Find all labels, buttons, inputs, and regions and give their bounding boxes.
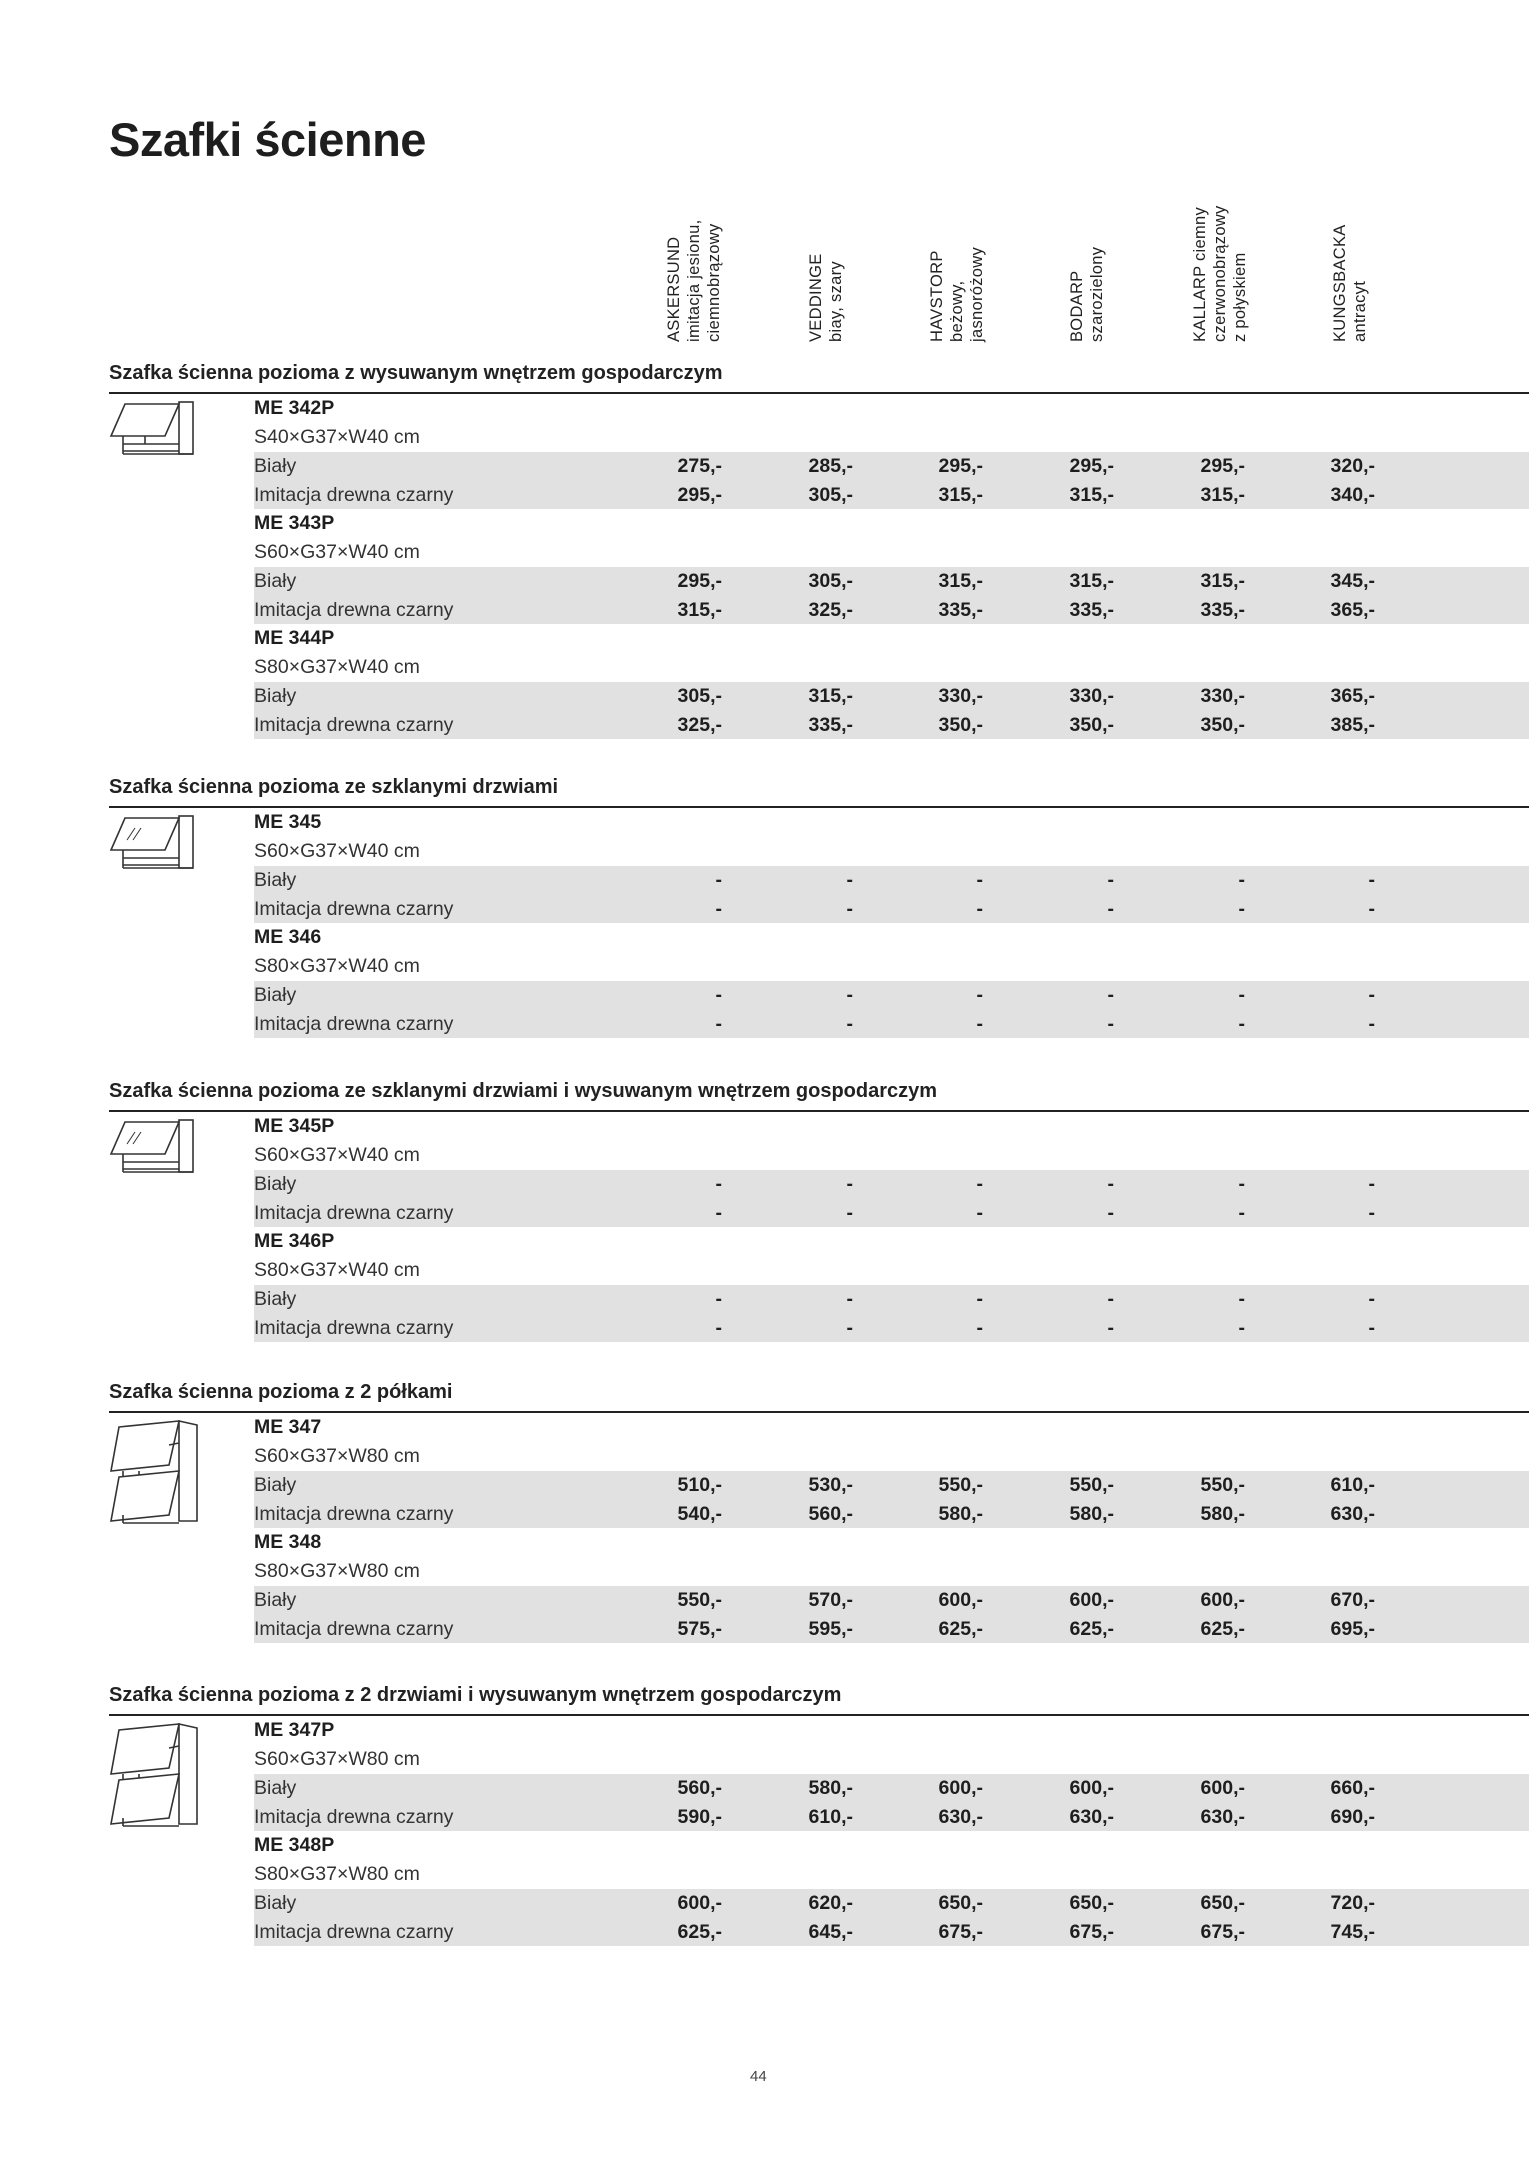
price-cell: 320,- xyxy=(1330,455,1375,477)
price-cell: - xyxy=(715,1288,722,1310)
price-cell: 335,- xyxy=(938,598,983,621)
section xyxy=(109,1680,1529,1946)
price-cell: 745,- xyxy=(1330,1920,1375,1943)
price-cell: 550,- xyxy=(1069,1474,1114,1496)
price-cell: 675,- xyxy=(938,1920,983,1943)
price-cell: 650,- xyxy=(1200,1892,1245,1914)
price-cell: 295,- xyxy=(938,455,983,477)
price-cell: - xyxy=(1368,1173,1375,1195)
table-row xyxy=(254,1500,1529,1529)
finish-label: Biały xyxy=(254,570,297,592)
price-cell: 335,- xyxy=(1069,598,1114,621)
price-cell: 275,- xyxy=(677,455,722,477)
product-dimensions: S40×G37×W40 cm xyxy=(254,426,420,448)
price-cell: - xyxy=(846,897,853,920)
price-cell: 625,- xyxy=(1200,1617,1245,1640)
table-row xyxy=(254,1803,1529,1832)
column-header xyxy=(927,170,987,342)
finish-label: Imitacja drewna czarny xyxy=(254,483,454,506)
price-cell: 630,- xyxy=(938,1805,983,1828)
table-row xyxy=(254,1586,1529,1615)
price-cell: 720,- xyxy=(1330,1892,1375,1914)
price-cell: - xyxy=(1107,1012,1114,1035)
product-dimensions: S60×G37×W80 cm xyxy=(254,1748,420,1770)
product-code: ME 344P xyxy=(254,627,335,649)
table-row xyxy=(254,1285,1529,1314)
column-header-line: HAVSTORP xyxy=(928,250,946,342)
column-header xyxy=(1067,170,1127,342)
price-cell: - xyxy=(976,1316,983,1339)
price-cell: 630,- xyxy=(1069,1805,1114,1828)
price-cell: 575,- xyxy=(677,1617,722,1640)
price-cell: 650,- xyxy=(938,1892,983,1914)
price-cell: 305,- xyxy=(808,483,853,506)
wall-cabinet-lift-up-icon xyxy=(109,400,209,480)
price-cell: 600,- xyxy=(1200,1589,1245,1611)
price-cell: - xyxy=(1368,1012,1375,1035)
finish-label: Biały xyxy=(254,869,297,891)
price-cell: 580,- xyxy=(1200,1502,1245,1525)
product xyxy=(254,509,1529,624)
price-cell: 670,- xyxy=(1330,1589,1375,1611)
column-header-line: antracyt xyxy=(1351,280,1369,342)
column-header xyxy=(1190,170,1250,342)
price-cell: 315,- xyxy=(938,570,983,592)
price-cell: 560,- xyxy=(677,1777,722,1799)
price-cell: 650,- xyxy=(1069,1892,1114,1914)
section-title: Szafka ścienna pozioma z 2 półkami xyxy=(109,1381,453,1403)
price-cell: - xyxy=(846,1012,853,1035)
price-cell: 580,- xyxy=(808,1777,853,1799)
product xyxy=(254,808,1529,923)
price-cell: - xyxy=(715,869,722,891)
finish-label: Imitacja drewna czarny xyxy=(254,1201,454,1224)
price-cell: 630,- xyxy=(1200,1805,1245,1828)
finish-label: Imitacja drewna czarny xyxy=(254,897,454,920)
column-header-line: biay, szary xyxy=(827,261,845,342)
column-header-line: ASKERSUND xyxy=(665,236,683,342)
column-header xyxy=(806,170,866,342)
price-cell: 580,- xyxy=(938,1502,983,1525)
finish-label: Biały xyxy=(254,1474,297,1496)
price-cell: 305,- xyxy=(808,570,853,592)
price-cell: - xyxy=(1368,1316,1375,1339)
price-cell: - xyxy=(1368,897,1375,920)
product-dimensions: S60×G37×W80 cm xyxy=(254,1445,420,1467)
product xyxy=(254,1112,1529,1227)
price-cell: 595,- xyxy=(808,1617,853,1640)
price-cell: - xyxy=(846,1316,853,1339)
finish-label: Imitacja drewna czarny xyxy=(254,1920,454,1943)
product-code: ME 342P xyxy=(254,397,335,419)
column-header-line: ciemnobrązowy xyxy=(705,223,723,342)
finish-label: Imitacja drewna czarny xyxy=(254,1617,454,1640)
table-row xyxy=(254,1774,1529,1803)
product-code: ME 345P xyxy=(254,1115,335,1137)
price-cell: 550,- xyxy=(1200,1474,1245,1496)
price-cell: 295,- xyxy=(1069,455,1114,477)
price-cell: - xyxy=(1238,1201,1245,1224)
price-cell: - xyxy=(846,984,853,1006)
price-cell: 315,- xyxy=(808,685,853,707)
price-cell: - xyxy=(1368,869,1375,891)
column-header xyxy=(1330,170,1390,342)
price-cell: 350,- xyxy=(938,713,983,736)
price-cell: 295,- xyxy=(1200,455,1245,477)
product-dimensions: S60×G37×W40 cm xyxy=(254,541,420,563)
price-cell: 550,- xyxy=(938,1474,983,1496)
price-cell: - xyxy=(1107,1316,1114,1339)
finish-label: Biały xyxy=(254,1589,297,1611)
price-cell: - xyxy=(1107,1173,1114,1195)
table-row xyxy=(254,481,1529,510)
table-row xyxy=(254,1199,1529,1228)
product xyxy=(254,1831,1529,1946)
column-header-line: KUNGSBACKA xyxy=(1331,224,1349,342)
price-cell: - xyxy=(1238,1012,1245,1035)
price-cell: - xyxy=(976,869,983,891)
table-row xyxy=(254,1314,1529,1343)
table-row xyxy=(254,567,1529,596)
column-header-line: szarozielony xyxy=(1088,246,1106,342)
price-cell: 330,- xyxy=(938,685,983,707)
price-cell: 315,- xyxy=(1200,570,1245,592)
price-cell: 625,- xyxy=(938,1617,983,1640)
page-number: 44 xyxy=(750,2068,767,2085)
section-title: Szafka ścienna pozioma z wysuwanym wnętrzem gospodarczym xyxy=(109,362,723,384)
price-cell: 550,- xyxy=(677,1589,722,1611)
price-cell: 295,- xyxy=(677,483,722,506)
table-row xyxy=(254,452,1529,481)
price-cell: 530,- xyxy=(808,1474,853,1496)
price-cell: 335,- xyxy=(1200,598,1245,621)
table-row xyxy=(254,682,1529,711)
table-row xyxy=(254,981,1529,1010)
section xyxy=(109,1076,1529,1342)
finish-label: Biały xyxy=(254,685,297,707)
price-cell: 560,- xyxy=(808,1502,853,1525)
price-cell: - xyxy=(1107,984,1114,1006)
price-cell: - xyxy=(846,1201,853,1224)
column-header-line: jasnoróżowy xyxy=(968,246,986,342)
product xyxy=(254,394,1529,509)
price-cell: - xyxy=(1238,897,1245,920)
price-cell: 570,- xyxy=(808,1589,853,1611)
column-header-line: czerwonobrązowy xyxy=(1211,205,1229,342)
wall-cabinet-glass-door-icon xyxy=(109,814,209,894)
section xyxy=(109,772,1529,1038)
price-cell: 315,- xyxy=(1069,570,1114,592)
price-cell: 625,- xyxy=(677,1920,722,1943)
price-cell: - xyxy=(1238,1316,1245,1339)
price-cell: 600,- xyxy=(1200,1777,1245,1799)
column-header xyxy=(664,170,724,342)
price-cell: 285,- xyxy=(808,455,853,477)
price-cell: - xyxy=(846,869,853,891)
price-cell: 330,- xyxy=(1069,685,1114,707)
product xyxy=(254,1413,1529,1528)
price-cell: 675,- xyxy=(1069,1920,1114,1943)
price-cell: 630,- xyxy=(1330,1502,1375,1525)
product-dimensions: S80×G37×W40 cm xyxy=(254,656,420,678)
finish-label: Biały xyxy=(254,1288,297,1310)
price-cell: - xyxy=(1238,1173,1245,1195)
table-row xyxy=(254,866,1529,895)
price-cell: - xyxy=(715,1316,722,1339)
price-cell: 315,- xyxy=(1069,483,1114,506)
section-title: Szafka ścienna pozioma ze szklanymi drzwiami xyxy=(109,776,559,798)
price-cell: 600,- xyxy=(938,1589,983,1611)
price-cell: - xyxy=(976,1201,983,1224)
product-code: ME 346 xyxy=(254,926,322,948)
table-row xyxy=(254,1170,1529,1199)
product-code: ME 345 xyxy=(254,811,322,833)
page-title: Szafki ścienne xyxy=(109,113,426,166)
price-cell: 610,- xyxy=(1330,1474,1375,1496)
column-header-line: KALLARP ciemny xyxy=(1191,206,1209,342)
finish-label: Imitacja drewna czarny xyxy=(254,1502,454,1525)
price-cell: 345,- xyxy=(1330,570,1375,592)
finish-label: Biały xyxy=(254,1173,297,1195)
price-cell: - xyxy=(1368,1288,1375,1310)
price-cell: 315,- xyxy=(938,483,983,506)
finish-label: Imitacja drewna czarny xyxy=(254,1316,454,1339)
table-row xyxy=(254,1615,1529,1644)
price-cell: - xyxy=(715,1012,722,1035)
price-cell: - xyxy=(1107,1288,1114,1310)
wall-cabinet-glass-door-icon xyxy=(109,1118,209,1198)
wall-cabinet-two-doors-icon xyxy=(109,1722,209,1802)
product-code: ME 347P xyxy=(254,1719,335,1741)
price-cell: 325,- xyxy=(808,598,853,621)
price-cell: - xyxy=(715,897,722,920)
price-cell: 600,- xyxy=(938,1777,983,1799)
product xyxy=(254,1716,1529,1831)
price-cell: - xyxy=(715,984,722,1006)
table-row xyxy=(254,596,1529,625)
table-row xyxy=(254,1889,1529,1918)
price-cell: - xyxy=(1107,897,1114,920)
finish-label: Imitacja drewna czarny xyxy=(254,1805,454,1828)
product xyxy=(254,1227,1529,1342)
price-cell: 350,- xyxy=(1069,713,1114,736)
product-dimensions: S80×G37×W40 cm xyxy=(254,955,420,977)
price-cell: - xyxy=(1238,1288,1245,1310)
column-header-line: VEDDINGE xyxy=(807,253,825,342)
price-cell: 335,- xyxy=(808,713,853,736)
price-cell: 330,- xyxy=(1200,685,1245,707)
price-cell: 580,- xyxy=(1069,1502,1114,1525)
price-cell: - xyxy=(715,1173,722,1195)
finish-label: Biały xyxy=(254,1777,297,1799)
finish-label: Imitacja drewna czarny xyxy=(254,598,454,621)
price-cell: 385,- xyxy=(1330,713,1375,736)
price-cell: - xyxy=(1107,869,1114,891)
finish-label: Imitacja drewna czarny xyxy=(254,713,454,736)
price-cell: 540,- xyxy=(677,1502,722,1525)
price-cell: 645,- xyxy=(808,1920,853,1943)
price-cell: 600,- xyxy=(1069,1589,1114,1611)
price-cell: 365,- xyxy=(1330,598,1375,621)
section-title: Szafka ścienna pozioma z 2 drzwiami i wysuwanym wnętrzem gospodarczym xyxy=(109,1684,842,1706)
price-cell: - xyxy=(1238,984,1245,1006)
column-header-line: beżowy, xyxy=(948,280,966,342)
product-dimensions: S80×G37×W80 cm xyxy=(254,1560,420,1582)
price-cell: - xyxy=(976,984,983,1006)
product-code: ME 347 xyxy=(254,1416,322,1438)
price-cell: - xyxy=(846,1288,853,1310)
product-dimensions: S60×G37×W40 cm xyxy=(254,840,420,862)
price-cell: 690,- xyxy=(1330,1805,1375,1828)
price-cell: 600,- xyxy=(677,1892,722,1914)
product-code: ME 346P xyxy=(254,1230,335,1252)
column-header-line: imitacja jesionu, xyxy=(685,219,703,342)
section xyxy=(109,358,1529,739)
table-row xyxy=(254,895,1529,924)
price-cell: - xyxy=(976,897,983,920)
section xyxy=(109,1377,1529,1643)
price-cell: 295,- xyxy=(677,570,722,592)
price-cell: 660,- xyxy=(1330,1777,1375,1799)
table-row xyxy=(254,1918,1529,1947)
section-title: Szafka ścienna pozioma ze szklanymi drzwiami i wysuwanym wnętrzem gospodarczym xyxy=(109,1080,938,1102)
finish-label: Biały xyxy=(254,1892,297,1914)
product xyxy=(254,624,1529,739)
price-cell: 315,- xyxy=(1200,483,1245,506)
price-cell: - xyxy=(976,1288,983,1310)
price-cell: 365,- xyxy=(1330,685,1375,707)
price-cell: 610,- xyxy=(808,1805,853,1828)
finish-label: Imitacja drewna czarny xyxy=(254,1012,454,1035)
product-dimensions: S60×G37×W40 cm xyxy=(254,1144,420,1166)
product-code: ME 343P xyxy=(254,512,335,534)
price-cell: 510,- xyxy=(677,1474,722,1496)
product-dimensions: S80×G37×W40 cm xyxy=(254,1259,420,1281)
column-header-line: BODARP xyxy=(1068,270,1086,342)
price-cell: 600,- xyxy=(1069,1777,1114,1799)
price-cell: 340,- xyxy=(1330,483,1375,506)
price-cell: - xyxy=(976,1012,983,1035)
price-cell: 625,- xyxy=(1069,1617,1114,1640)
wall-cabinet-two-doors-icon xyxy=(109,1419,209,1499)
price-cell: - xyxy=(1107,1201,1114,1224)
price-cell: - xyxy=(1368,1201,1375,1224)
price-cell: 590,- xyxy=(677,1805,722,1828)
price-cell: - xyxy=(715,1201,722,1224)
price-cell: 675,- xyxy=(1200,1920,1245,1943)
price-cell: - xyxy=(1368,984,1375,1006)
table-row xyxy=(254,1010,1529,1039)
price-cell: 305,- xyxy=(677,685,722,707)
price-cell: - xyxy=(976,1173,983,1195)
column-header-line: z połyskiem xyxy=(1231,252,1249,342)
product-code: ME 348 xyxy=(254,1531,322,1553)
price-cell: 315,- xyxy=(677,598,722,621)
product-dimensions: S80×G37×W80 cm xyxy=(254,1863,420,1885)
price-cell: 620,- xyxy=(808,1892,853,1914)
price-cell: - xyxy=(846,1173,853,1195)
finish-label: Biały xyxy=(254,455,297,477)
price-cell: 695,- xyxy=(1330,1617,1375,1640)
finish-label: Biały xyxy=(254,984,297,1006)
product xyxy=(254,1528,1529,1643)
table-row xyxy=(254,711,1529,740)
product xyxy=(254,923,1529,1038)
price-cell: 350,- xyxy=(1200,713,1245,736)
table-row xyxy=(254,1471,1529,1500)
price-cell: - xyxy=(1238,869,1245,891)
product-code: ME 348P xyxy=(254,1834,335,1856)
price-cell: 325,- xyxy=(677,713,722,736)
